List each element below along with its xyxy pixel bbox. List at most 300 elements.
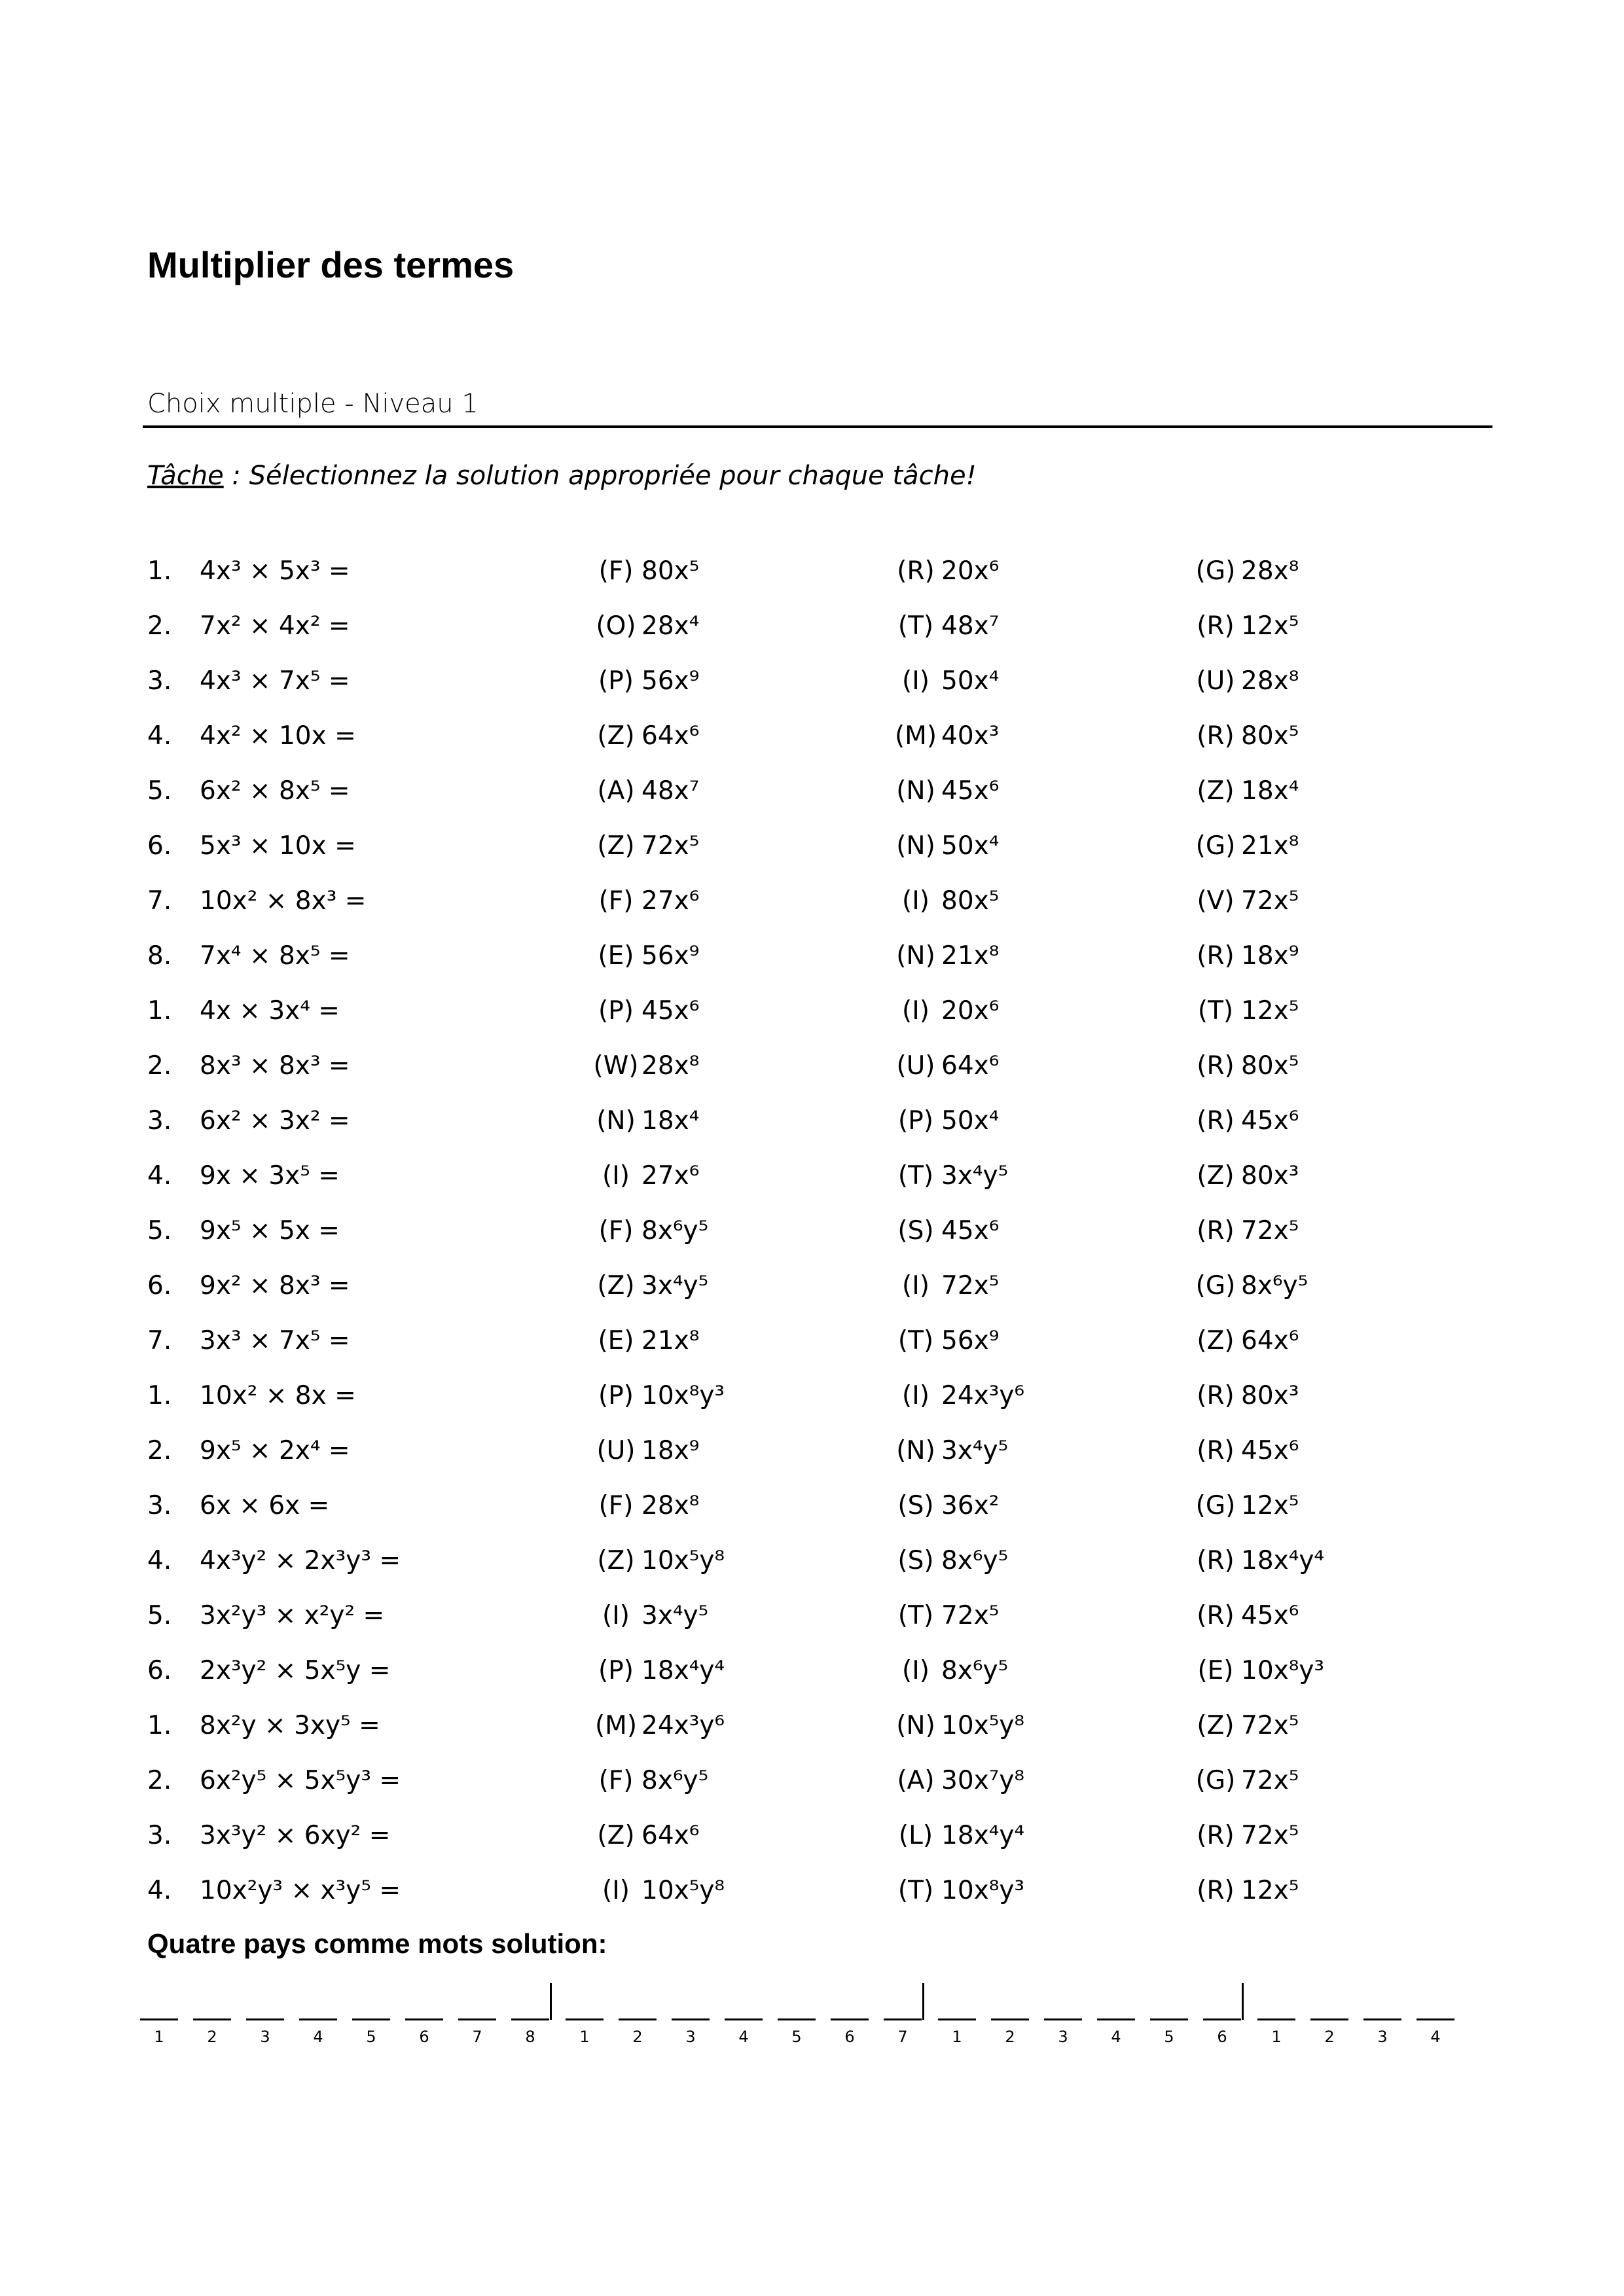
answer-blank[interactable]	[938, 2018, 976, 2020]
option-letter: (W)	[593, 1051, 639, 1081]
option-value: 10x⁵y⁸	[941, 1711, 1025, 1740]
answer-option[interactable]	[890, 768, 999, 814]
option-value: 80x⁵	[1241, 1051, 1299, 1081]
answer-blank[interactable]	[1363, 2018, 1401, 2020]
option-value: 72x⁵	[941, 1271, 1000, 1300]
problem-row	[0, 1538, 1624, 1584]
answer-option[interactable]	[1190, 1758, 1299, 1804]
answer-option[interactable]	[590, 1813, 699, 1859]
problem-row	[0, 823, 1624, 869]
word-separator	[922, 1983, 924, 2020]
answer-option[interactable]	[590, 1428, 699, 1474]
option-letter: (I)	[902, 1271, 929, 1300]
problem-expression: 3x²y³ × x²y² =	[200, 1601, 385, 1630]
problem-row	[0, 1153, 1624, 1199]
option-value: 10x⁸y³	[941, 1876, 1025, 1905]
option-letter: (R)	[1197, 1601, 1235, 1630]
problem-row	[0, 658, 1624, 704]
problem-row	[0, 988, 1624, 1034]
answer-option[interactable]	[590, 933, 699, 979]
answer-option[interactable]	[590, 1153, 699, 1199]
option-value: 18x⁴y⁴	[941, 1821, 1025, 1850]
option-value: 10x⁵y⁸	[641, 1546, 725, 1575]
blank-number: 3	[1058, 2028, 1068, 2046]
problem-expression: 9x⁵ × 2x⁴ =	[200, 1436, 350, 1465]
answer-option[interactable]	[1190, 1318, 1299, 1364]
problem-number: 3.	[147, 1821, 172, 1850]
option-value: 56x⁹	[641, 941, 700, 971]
answer-blank[interactable]	[1310, 2018, 1348, 2020]
option-letter: (I)	[902, 1656, 929, 1685]
blank-number: 1	[154, 2028, 164, 2046]
task-instruction	[147, 461, 977, 491]
option-letter: (N)	[896, 941, 935, 971]
option-value: 72x⁵	[1241, 1711, 1299, 1740]
option-letter: (G)	[1195, 1766, 1236, 1795]
blank-number: 4	[1430, 2028, 1441, 2046]
option-letter: (R)	[897, 556, 935, 586]
header-divider	[143, 425, 1492, 428]
option-value: 72x⁵	[941, 1601, 1000, 1630]
answer-option[interactable]	[590, 1208, 708, 1254]
problem-expression: 2x³y² × 5x⁵y =	[200, 1656, 391, 1685]
option-value: 72x⁵	[1241, 1766, 1299, 1795]
blank-number: 5	[791, 2028, 802, 2046]
answer-option[interactable]	[590, 1703, 725, 1749]
option-value: 50x⁴	[941, 666, 1000, 696]
answer-blank[interactable]	[884, 2018, 922, 2020]
option-letter: (V)	[1197, 886, 1235, 916]
answer-blank[interactable]	[140, 2018, 178, 2020]
option-value: 20x⁶	[941, 556, 1000, 586]
blank-number: 4	[1111, 2028, 1121, 2046]
option-value: 72x⁵	[1241, 1216, 1299, 1246]
option-value: 10x⁸y³	[1241, 1656, 1325, 1685]
option-letter: (R)	[1197, 1876, 1235, 1905]
option-value: 64x⁶	[641, 721, 700, 751]
option-value: 50x⁴	[941, 831, 1000, 861]
answer-option[interactable]	[1190, 1153, 1299, 1199]
problem-number: 7.	[147, 1326, 172, 1355]
option-letter: (G)	[1195, 556, 1236, 586]
answer-blank[interactable]	[1150, 2018, 1188, 2020]
answer-option[interactable]	[890, 1428, 1008, 1474]
answer-option[interactable]	[590, 1043, 699, 1089]
option-value: 24x³y⁶	[941, 1381, 1025, 1410]
option-value: 64x⁶	[1241, 1326, 1299, 1355]
option-letter: (F)	[598, 886, 634, 916]
option-value: 45x⁶	[1241, 1601, 1299, 1630]
option-value: 21x⁸	[1241, 831, 1299, 861]
answer-option[interactable]	[590, 878, 699, 924]
answer-option[interactable]	[1190, 1208, 1299, 1254]
answer-option[interactable]	[890, 1098, 999, 1144]
option-value: 3x⁴y⁵	[941, 1436, 1009, 1465]
blank-number: 7	[897, 2028, 908, 2046]
answer-blank[interactable]	[1044, 2018, 1082, 2020]
answer-option[interactable]	[1190, 988, 1299, 1034]
option-letter: (Z)	[597, 831, 635, 861]
option-letter: (Z)	[1197, 1326, 1235, 1355]
option-letter: (N)	[896, 1436, 935, 1465]
answer-option[interactable]	[590, 1868, 725, 1914]
problem-row	[0, 548, 1624, 594]
answer-option[interactable]	[1190, 1428, 1299, 1474]
answer-option[interactable]	[590, 1263, 708, 1309]
option-value: 56x⁹	[641, 666, 700, 696]
answer-option[interactable]	[890, 658, 999, 704]
answer-option[interactable]	[1190, 1098, 1299, 1144]
answer-option[interactable]	[1190, 1593, 1299, 1639]
option-letter: (Z)	[1197, 1711, 1235, 1740]
answer-option[interactable]	[890, 1538, 1008, 1584]
problem-row	[0, 878, 1624, 924]
answer-option[interactable]	[1190, 878, 1299, 924]
option-value: 8x⁶y⁵	[641, 1766, 709, 1795]
option-value: 56x⁹	[941, 1326, 1000, 1355]
answer-option[interactable]	[590, 548, 699, 594]
answer-option[interactable]	[1190, 1703, 1299, 1749]
answer-blank[interactable]	[566, 2018, 604, 2020]
problem-number: 3.	[147, 1106, 172, 1136]
problem-row	[0, 1318, 1624, 1364]
answer-option[interactable]	[1190, 933, 1299, 979]
problem-number: 5.	[147, 776, 172, 806]
answer-option[interactable]	[590, 823, 699, 869]
option-value: 64x⁶	[941, 1051, 1000, 1081]
problem-expression: 4x² × 10x =	[200, 721, 356, 751]
option-value: 28x⁸	[641, 1051, 700, 1081]
option-value: 12x⁵	[1241, 1491, 1299, 1520]
problem-expression: 10x² × 8x =	[200, 1381, 356, 1410]
problem-number: 1.	[147, 1381, 172, 1410]
blank-number: 4	[738, 2028, 749, 2046]
problem-expression: 10x² × 8x³ =	[200, 886, 367, 916]
option-value: 40x³	[941, 721, 1000, 751]
blank-number: 8	[525, 2028, 535, 2046]
blank-number: 2	[632, 2028, 643, 2046]
answer-option[interactable]	[890, 1263, 999, 1309]
answer-blank[interactable]	[1097, 2018, 1135, 2020]
blank-number: 2	[1324, 2028, 1335, 2046]
option-letter: (G)	[1195, 831, 1236, 861]
answer-option[interactable]	[590, 1593, 708, 1639]
problem-number: 4.	[147, 1876, 172, 1905]
answer-blank[interactable]	[725, 2018, 763, 2020]
option-value: 12x⁵	[1241, 1876, 1299, 1905]
answer-option[interactable]	[890, 1373, 1024, 1419]
problem-expression: 10x²y³ × x³y⁵ =	[200, 1876, 401, 1905]
answer-blank[interactable]	[1203, 2018, 1241, 2020]
answer-option[interactable]	[1190, 1483, 1299, 1529]
problem-row	[0, 1868, 1624, 1914]
answer-option[interactable]	[590, 658, 699, 704]
answer-option[interactable]	[890, 1483, 999, 1529]
option-value: 80x⁵	[941, 886, 1000, 916]
problem-number: 6.	[147, 1656, 172, 1685]
option-value: 18x⁹	[641, 1436, 700, 1465]
option-letter: (L)	[898, 1821, 933, 1850]
option-letter: (N)	[596, 1106, 636, 1136]
problem-row	[0, 768, 1624, 814]
option-value: 3x⁴y⁵	[941, 1161, 1009, 1191]
answer-option[interactable]	[1190, 713, 1299, 759]
answer-blank[interactable]	[1416, 2018, 1454, 2020]
option-value: 80x³	[1241, 1161, 1299, 1191]
task-label: Tâche	[147, 461, 224, 491]
answer-option[interactable]	[890, 1153, 1008, 1199]
option-value: 18x⁹	[1241, 941, 1299, 971]
problem-number: 3.	[147, 666, 172, 696]
answer-option[interactable]	[1190, 1263, 1308, 1309]
answer-option[interactable]	[1190, 1868, 1299, 1914]
answer-blank[interactable]	[193, 2018, 231, 2020]
answer-option[interactable]	[590, 1318, 699, 1364]
problem-number: 2.	[147, 611, 172, 641]
answer-option[interactable]	[1190, 1538, 1324, 1584]
option-letter: (R)	[1197, 941, 1235, 971]
answer-option[interactable]	[1190, 658, 1299, 704]
option-value: 80x³	[1241, 1381, 1299, 1410]
answer-option[interactable]	[890, 1868, 1024, 1914]
answer-blank[interactable]	[831, 2018, 869, 2020]
option-value: 8x⁶y⁵	[941, 1546, 1009, 1575]
option-value: 18x⁴y⁴	[641, 1656, 725, 1685]
answer-option[interactable]	[1190, 603, 1299, 649]
answer-blank[interactable]	[458, 2018, 496, 2020]
answer-option[interactable]	[890, 1043, 999, 1089]
option-value: 21x⁸	[941, 941, 1000, 971]
option-value: 21x⁸	[641, 1326, 700, 1355]
answer-option[interactable]	[590, 768, 699, 814]
option-letter: (I)	[602, 1876, 630, 1905]
option-letter: (R)	[1197, 1436, 1235, 1465]
option-value: 12x⁵	[1241, 996, 1299, 1026]
answer-option[interactable]	[890, 1758, 1024, 1804]
option-letter: (O)	[596, 611, 636, 641]
answer-option[interactable]	[890, 1648, 1008, 1694]
page-subtitle: Choix multiple - Niveau 1	[147, 389, 478, 419]
option-value: 45x⁶	[641, 996, 700, 1026]
problem-expression: 4x × 3x⁴ =	[200, 996, 340, 1026]
answer-blank[interactable]	[299, 2018, 337, 2020]
option-value: 10x⁸y³	[641, 1381, 725, 1410]
option-letter: (F)	[598, 556, 634, 586]
problem-expression: 6x² × 8x⁵ =	[200, 776, 350, 806]
task-text: : Sélectionnez la solution appropriée pour chaque tâche!	[223, 461, 977, 491]
option-letter: (F)	[598, 1766, 634, 1795]
option-value: 45x⁶	[1241, 1106, 1299, 1136]
option-value: 27x⁶	[641, 1161, 700, 1191]
answer-option[interactable]	[590, 603, 699, 649]
answer-option[interactable]	[890, 933, 999, 979]
option-letter: (T)	[897, 1601, 934, 1630]
problem-row	[0, 1373, 1624, 1419]
option-letter: (I)	[902, 666, 929, 696]
problem-expression: 6x²y⁵ × 5x⁵y³ =	[200, 1766, 401, 1795]
problem-row	[0, 1703, 1624, 1749]
problem-row	[0, 1098, 1624, 1144]
option-letter: (Z)	[597, 1271, 635, 1300]
option-letter: (I)	[902, 996, 929, 1026]
answer-option[interactable]	[890, 548, 999, 594]
answer-option[interactable]	[890, 988, 999, 1034]
blank-number: 3	[260, 2028, 270, 2046]
problem-number: 1.	[147, 556, 172, 586]
option-letter: (I)	[902, 886, 929, 916]
option-value: 36x²	[941, 1491, 1000, 1520]
answer-option[interactable]	[590, 713, 699, 759]
answer-option[interactable]	[590, 988, 699, 1034]
option-letter: (E)	[598, 1326, 634, 1355]
option-value: 8x⁶y⁵	[941, 1656, 1009, 1685]
answer-option[interactable]	[1190, 1813, 1299, 1859]
blank-number: 1	[579, 2028, 590, 2046]
answer-option[interactable]	[1190, 1648, 1324, 1694]
option-value: 72x⁵	[1241, 886, 1299, 916]
option-letter: (R)	[1197, 1216, 1235, 1246]
blank-number: 6	[844, 2028, 855, 2046]
problem-number: 7.	[147, 886, 172, 916]
answer-option[interactable]	[890, 713, 999, 759]
option-letter: (E)	[1197, 1656, 1234, 1685]
answer-option[interactable]	[1190, 1373, 1299, 1419]
option-value: 50x⁴	[941, 1106, 1000, 1136]
problem-row	[0, 1208, 1624, 1254]
problem-number: 6.	[147, 831, 172, 861]
option-letter: (Z)	[597, 721, 635, 751]
option-letter: (A)	[897, 1766, 935, 1795]
option-value: 12x⁵	[1241, 611, 1299, 641]
answer-option[interactable]	[590, 1538, 725, 1584]
answer-option[interactable]	[590, 1098, 699, 1144]
answer-blank[interactable]	[778, 2018, 816, 2020]
option-letter: (M)	[894, 721, 937, 751]
option-letter: (R)	[1197, 721, 1235, 751]
problem-row	[0, 1043, 1624, 1089]
problem-expression: 9x × 3x⁵ =	[200, 1161, 340, 1191]
option-letter: (R)	[1197, 1051, 1235, 1081]
option-letter: (R)	[1197, 1546, 1235, 1575]
answer-option[interactable]	[890, 1813, 1024, 1859]
problem-row	[0, 1483, 1624, 1529]
answer-blank[interactable]	[1257, 2018, 1295, 2020]
answer-option[interactable]	[1190, 548, 1299, 594]
option-value: 72x⁵	[641, 831, 700, 861]
blank-number: 6	[1217, 2028, 1227, 2046]
problem-number: 6.	[147, 1271, 172, 1300]
option-value: 45x⁶	[1241, 1436, 1299, 1465]
option-letter: (R)	[1197, 611, 1235, 641]
answer-blank[interactable]	[511, 2018, 549, 2020]
option-letter: (P)	[598, 1381, 634, 1410]
option-letter: (A)	[597, 776, 635, 806]
blank-number: 5	[366, 2028, 376, 2046]
answer-option[interactable]	[890, 1208, 999, 1254]
problem-number: 1.	[147, 996, 172, 1026]
answer-blank[interactable]	[672, 2018, 710, 2020]
problem-number: 5.	[147, 1601, 172, 1630]
option-letter: (T)	[897, 1876, 934, 1905]
option-letter: (T)	[897, 1161, 934, 1191]
option-letter: (T)	[1197, 996, 1234, 1026]
problem-expression: 3x³ × 7x⁵ =	[200, 1326, 350, 1355]
option-value: 3x⁴y⁵	[641, 1271, 709, 1300]
option-value: 48x⁷	[641, 776, 700, 806]
blank-number: 1	[952, 2028, 962, 2046]
answer-blank[interactable]	[405, 2018, 443, 2020]
answer-option[interactable]	[590, 1483, 699, 1529]
problem-number: 4.	[147, 1161, 172, 1191]
option-value: 28x⁸	[1241, 666, 1299, 696]
answer-blank[interactable]	[246, 2018, 284, 2020]
option-value: 48x⁷	[941, 611, 1000, 641]
problem-expression: 6x × 6x =	[200, 1491, 330, 1520]
answer-option[interactable]	[590, 1373, 725, 1419]
option-letter: (U)	[896, 1051, 935, 1081]
problem-expression: 7x⁴ × 8x⁵ =	[200, 941, 350, 971]
answer-option[interactable]	[890, 1593, 999, 1639]
option-letter: (Z)	[597, 1821, 635, 1850]
answer-option[interactable]	[1190, 823, 1299, 869]
problem-number: 8.	[147, 941, 172, 971]
blank-number: 3	[685, 2028, 696, 2046]
blank-number: 6	[419, 2028, 429, 2046]
answer-option[interactable]	[890, 1703, 1024, 1749]
option-letter: (I)	[602, 1601, 630, 1630]
option-value: 80x⁵	[1241, 721, 1299, 751]
problem-number: 4.	[147, 1546, 172, 1575]
problem-number: 5.	[147, 1216, 172, 1246]
answer-option[interactable]	[890, 603, 999, 649]
option-letter: (N)	[896, 776, 935, 806]
problem-expression: 7x² × 4x² =	[200, 611, 350, 641]
option-letter: (U)	[1196, 666, 1235, 696]
answer-option[interactable]	[590, 1758, 708, 1804]
word-separator	[1242, 1983, 1244, 2020]
problem-number: 2.	[147, 1051, 172, 1081]
answer-option[interactable]	[590, 1648, 725, 1694]
option-value: 18x⁴	[1241, 776, 1299, 806]
answer-option[interactable]	[890, 823, 999, 869]
answer-option[interactable]	[1190, 768, 1299, 814]
option-letter: (I)	[902, 1381, 929, 1410]
answer-blank[interactable]	[619, 2018, 657, 2020]
problem-row	[0, 1593, 1624, 1639]
option-letter: (S)	[897, 1491, 934, 1520]
blank-number: 1	[1271, 2028, 1282, 2046]
problem-expression: 8x³ × 8x³ =	[200, 1051, 350, 1081]
problem-expression: 9x⁵ × 5x =	[200, 1216, 340, 1246]
answer-option[interactable]	[890, 878, 999, 924]
option-letter: (P)	[598, 1656, 634, 1685]
option-letter: (P)	[598, 666, 634, 696]
option-letter: (Z)	[1197, 776, 1235, 806]
problem-row	[0, 1813, 1624, 1859]
answer-blank[interactable]	[991, 2018, 1029, 2020]
option-value: 27x⁶	[641, 886, 700, 916]
problem-row	[0, 1428, 1624, 1474]
option-letter: (T)	[897, 1326, 934, 1355]
problem-number: 4.	[147, 721, 172, 751]
answer-blank[interactable]	[352, 2018, 390, 2020]
option-letter: (R)	[1197, 1106, 1235, 1136]
answer-option[interactable]	[1190, 1043, 1299, 1089]
problem-number: 3.	[147, 1491, 172, 1520]
option-letter: (E)	[598, 941, 634, 971]
answer-option[interactable]	[890, 1318, 999, 1364]
problem-expression: 3x³y² × 6xy² =	[200, 1821, 391, 1850]
